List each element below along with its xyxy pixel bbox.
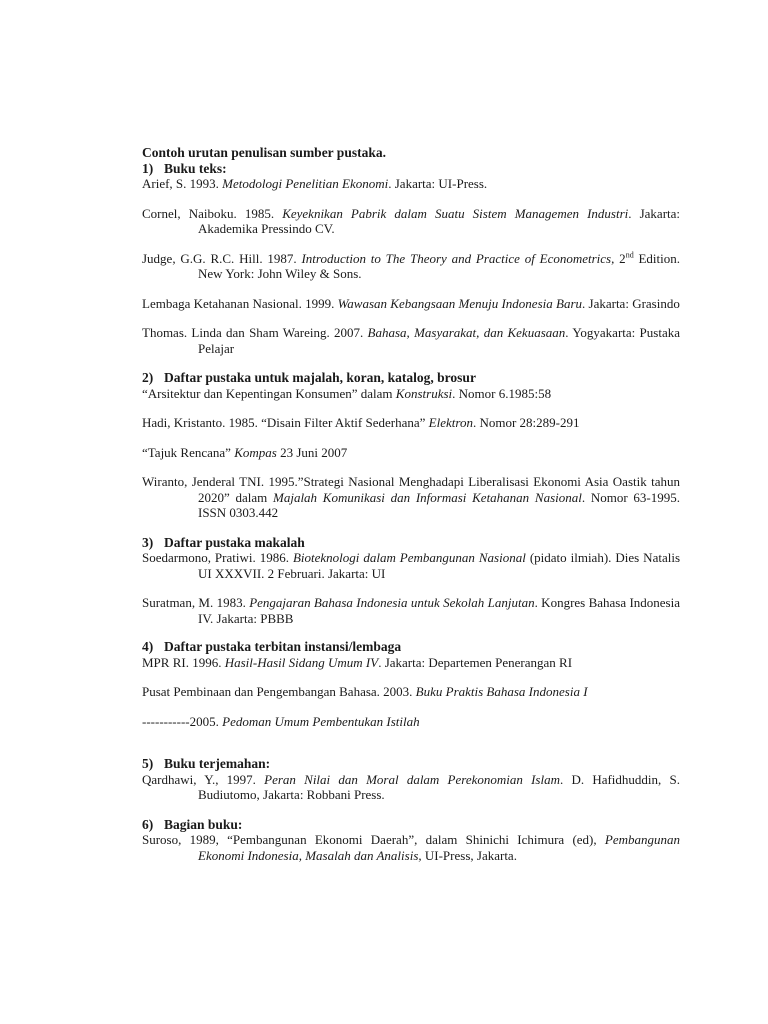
reference-entry: Hadi, Kristanto. 1985. “Disain Filter Aktif Sederhana” Elektron. Nomor 28:289-291 (142, 415, 580, 430)
section-heading-bagian-buku: 6) Bagian buku: (142, 816, 243, 832)
reference-entry: Thomas. Linda dan Sham Wareing. 2007. Bahasa, Masyarakat, dan Kekuasaan. Yogyakarta: Pustaka Pelajar (142, 325, 680, 356)
section-heading-majalah-koran: 2) Daftar pustaka untuk majalah, koran, katalog, brosur (142, 370, 476, 385)
reference-entry: MPR RI. 1996. Hasil-Hasil Sidang Umum IV. Jakarta: Departemen Penerangan RI (142, 654, 573, 670)
reference-entry: Suroso, 1989, “Pembangunan Ekonomi Daerah”, dalam Shinichi Ichimura (ed), Pembangunan Ekonomi Indonesia, Masalah dan Analisis, UI-Press, Jakarta. (142, 832, 680, 863)
section-heading-buku-teks: 1) Buku teks: (142, 160, 227, 176)
document-title: Contoh urutan penulisan sumber pustaka. (142, 145, 386, 160)
section-heading-terjemahan: 5) Buku terjemahan: (142, 756, 271, 771)
reference-entry: -----------2005. Pedoman Umum Pembentukan Istilah (142, 713, 420, 729)
reference-entry: “Tajuk Rencana” Kompas 23 Juni 2007 (142, 444, 348, 460)
title-period: . (382, 145, 386, 160)
reference-entry: Judge, G.G. R.C. Hill. 1987. Introduction to The Theory and Practice of Econometrics, 2nd Edition. New York: John Wiley & Sons. (142, 250, 681, 281)
reference-entry: Cornel, Naiboku. 1985. Keyeknikan Pabrik dalam Suatu Sistem Managemen Industri. Jakarta: Akademika Pressindo CV. (142, 205, 681, 236)
reference-entry: Arief, S. 1993. Metodologi Penelitian Ekonomi. Jakarta: UI-Press. (142, 176, 488, 191)
reference-entry: Qardhawi, Y., 1997. Peran Nilai dan Moral dalam Perekonomian Islam. D. Hafidhuddin, S. Budiutomo, Jakarta: Robbani Press. (142, 771, 680, 802)
reference-entry: Suratman, M. 1983. Pengajaran Bahasa Indonesia untuk Sekolah Lanjutan. Kongres Bahasa Indonesia IV. Jakarta: PBBB (142, 595, 680, 626)
section-heading-makalah: 3) Daftar pustaka makalah (142, 534, 305, 550)
reference-entry: Pusat Pembinaan dan Pengembangan Bahasa. 2003. Buku Praktis Bahasa Indonesia I (142, 684, 588, 699)
reference-entry: “Arsitektur dan Kepentingan Konsumen” dalam Konstruksi. Nomor 6.1985:58 (142, 385, 552, 401)
reference-entry: Soedarmono, Pratiwi. 1986. Bioteknologi dalam Pembangunan Nasional (pidato ilmiah). Dies Natalis UI XXXVII. 2 Februari. Jakarta: UI (142, 550, 681, 581)
section-heading-instansi: 4) Daftar pustaka terbitan instansi/lembaga (142, 639, 402, 654)
document-page (142, 145, 680, 863)
reference-entry: Wiranto, Jenderal TNI. 1995.”Strategi Nasional Menghadapi Liberalisasi Ekonomi Asia Oastik tahun 2020” dalam Majalah Komunikasi dan Informasi Ketahanan Nasional. Nomor 63-1995. ISSN 0303.442 (142, 474, 680, 520)
reference-entry: Lembaga Ketahanan Nasional. 1999. Wawasan Kebangsaan Menuju Indonesia Baru. Jakarta: Grasindo (142, 295, 680, 311)
